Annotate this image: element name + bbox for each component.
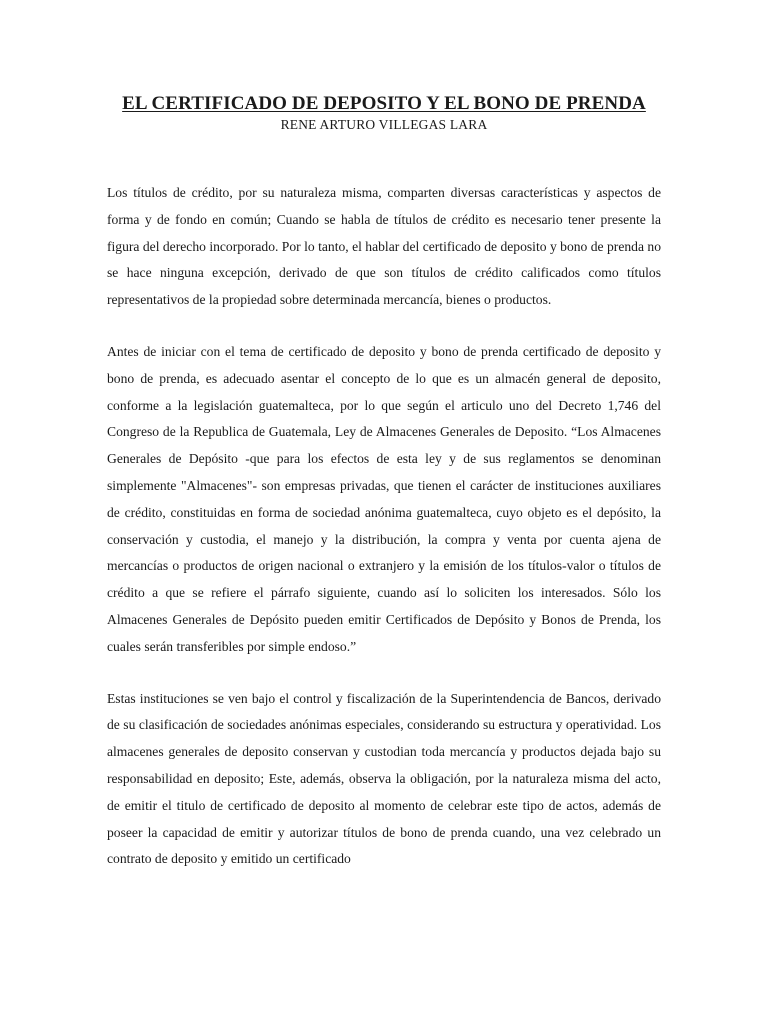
paragraph-1: Los títulos de crédito, por su naturaleza misma, comparten diversas características y aspectos de forma y de fondo en común; Cuando se habla de títulos de crédito es necesario tener presente la figura del derecho incorporado. Por lo tanto, el hablar del certificado de deposito y bono de prenda no se hace ninguna excepción, derivado de que son títulos de crédito calificados como títulos representativos de la propiedad sobre determinada mercancía, bienes o productos. [107, 185, 661, 308]
document-author: RENE ARTURO VILLEGAS LARA [280, 117, 488, 132]
paragraph-3: Estas instituciones se ven bajo el control y fiscalización de la Superintendencia de Bancos, derivado de su clasificación de sociedades anónimas especiales, considerando su estructura y operatividad. Los almacenes generales de deposito conservan y custodian toda mercancía y productos dejada bajo su responsabilidad en deposito; Este, además, observa la obligación, por la naturaleza misma del acto, de emitir el titulo de certificado de deposito al momento de celebrar este tipo de actos, además de poseer la capacidad de emitir y autorizar títulos de bono de prenda cuando, una vez celebrado un contrato de deposito y emitido un certificado [107, 690, 661, 867]
document-title: EL CERTIFICADO DE DEPOSITO Y EL BONO DE PRENDA [122, 93, 646, 114]
paragraph-2: Antes de iniciar con el tema de certificado de deposito y bono de prenda certificado de deposito y bono de prenda, es adecuado asentar el concepto de lo que es un almacén general de deposito, conforme a la legislación guatemalteca, por lo que según el articulo uno del Decreto 1,746 del Congreso de la Republica de Guatemala, Ley de Almacenes Generales de Deposito. “Los Almacenes Generales de Depósito -que para los efectos de esta ley y de sus reglamentos se denominan simplemente "Almacenes"- son empresas privadas, que tienen el carácter de instituciones auxiliares de crédito, constituidas en forma de sociedad anónima guatemalteca, cuyo objeto es el depósito, la conservación y custodia, el manejo y la distribución, la compra y venta por cuenta ajena de mercancías o productos de origen nacional o extranjero y la emisión de los títulos-valor o títulos de crédito a que se refiere el párrafo siguiente, cuando así lo soliciten los interesados. Sólo los Almacenes Generales de Depósito pueden emitir Certificados de Depósito y Bonos de Prenda, los cuales serán transferibles por simple endoso.” [107, 343, 661, 654]
